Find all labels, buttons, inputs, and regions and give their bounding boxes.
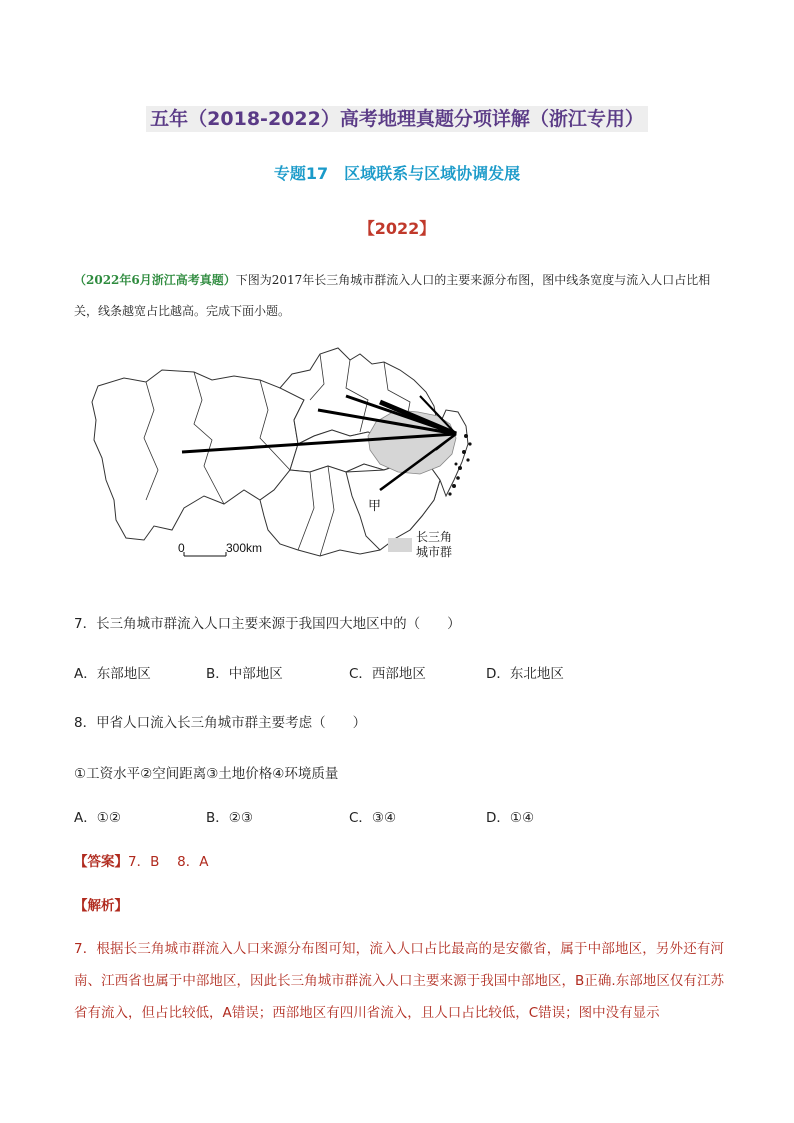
question-8-stem: 8．甲省人口流入长三角城市群主要考虑（ ）: [74, 715, 367, 731]
q8-option-c: C．③④: [349, 810, 397, 826]
sub-title: 专题17 区域联系与区域协调发展: [273, 164, 521, 183]
q8-option-a: A．①②: [74, 810, 121, 826]
q7-option-d: D．东北地区: [486, 666, 564, 682]
legend-swatch: [388, 538, 412, 552]
main-title: [0, 104, 794, 131]
q7-option-b: B．中部地区: [206, 666, 283, 682]
scale-distance: 300km: [226, 541, 263, 555]
q7-option-a: A．东部地区: [74, 666, 151, 682]
legend-label-line2: 城市群: [416, 545, 453, 559]
intro-text: 下图为2017年长三角城市群流入人口的主要来源分布图，图中线条宽度与流入人口占比相关，线条越宽占比越高。完成下面小题。: [74, 273, 711, 318]
legend-label-line1: 长三角: [416, 530, 453, 544]
q7-option-c: C．西部地区: [349, 666, 426, 682]
intro-paragraph: [74, 265, 724, 327]
year-tag: 【2022】: [358, 219, 436, 238]
answer-line: [74, 850, 208, 870]
q8-option-b: B．②③: [206, 810, 253, 826]
main-title-text: 五年（2018-2022）高考地理真题分项详解（浙江专用）: [146, 106, 648, 132]
question-7-stem: 7．长三角城市群流入人口主要来源于我国四大地区中的（ ）: [74, 616, 461, 632]
q8-option-d: D．①④: [486, 810, 535, 826]
analysis-text: 7．根据长三角城市群流入人口来源分布图可知，流入人口占比最高的是安徽省，属于中部地区，另外还有河南、江西省也属于中部地区，因此长三角城市群流入人口主要来源于我国中部地区，B正确.东部地区仅有江苏省有流入，但占比较低，A错误；西部地区有四川省流入，且人口占比较低，C错误；图中没有显示: [74, 941, 724, 1021]
question-8-factors: ①工资水平②空间距离③土地价格④环境质量: [74, 766, 339, 782]
label-jia: 甲: [368, 498, 382, 513]
migration-map: [84, 340, 484, 570]
analysis-tag: 【解析】: [74, 898, 128, 914]
intro-source: （2022年6月浙江高考真题）: [74, 273, 236, 287]
answer-text: 7．B 8．A: [128, 854, 209, 870]
answer-tag: 【答案】: [74, 854, 128, 870]
scale-zero: 0: [178, 541, 185, 555]
